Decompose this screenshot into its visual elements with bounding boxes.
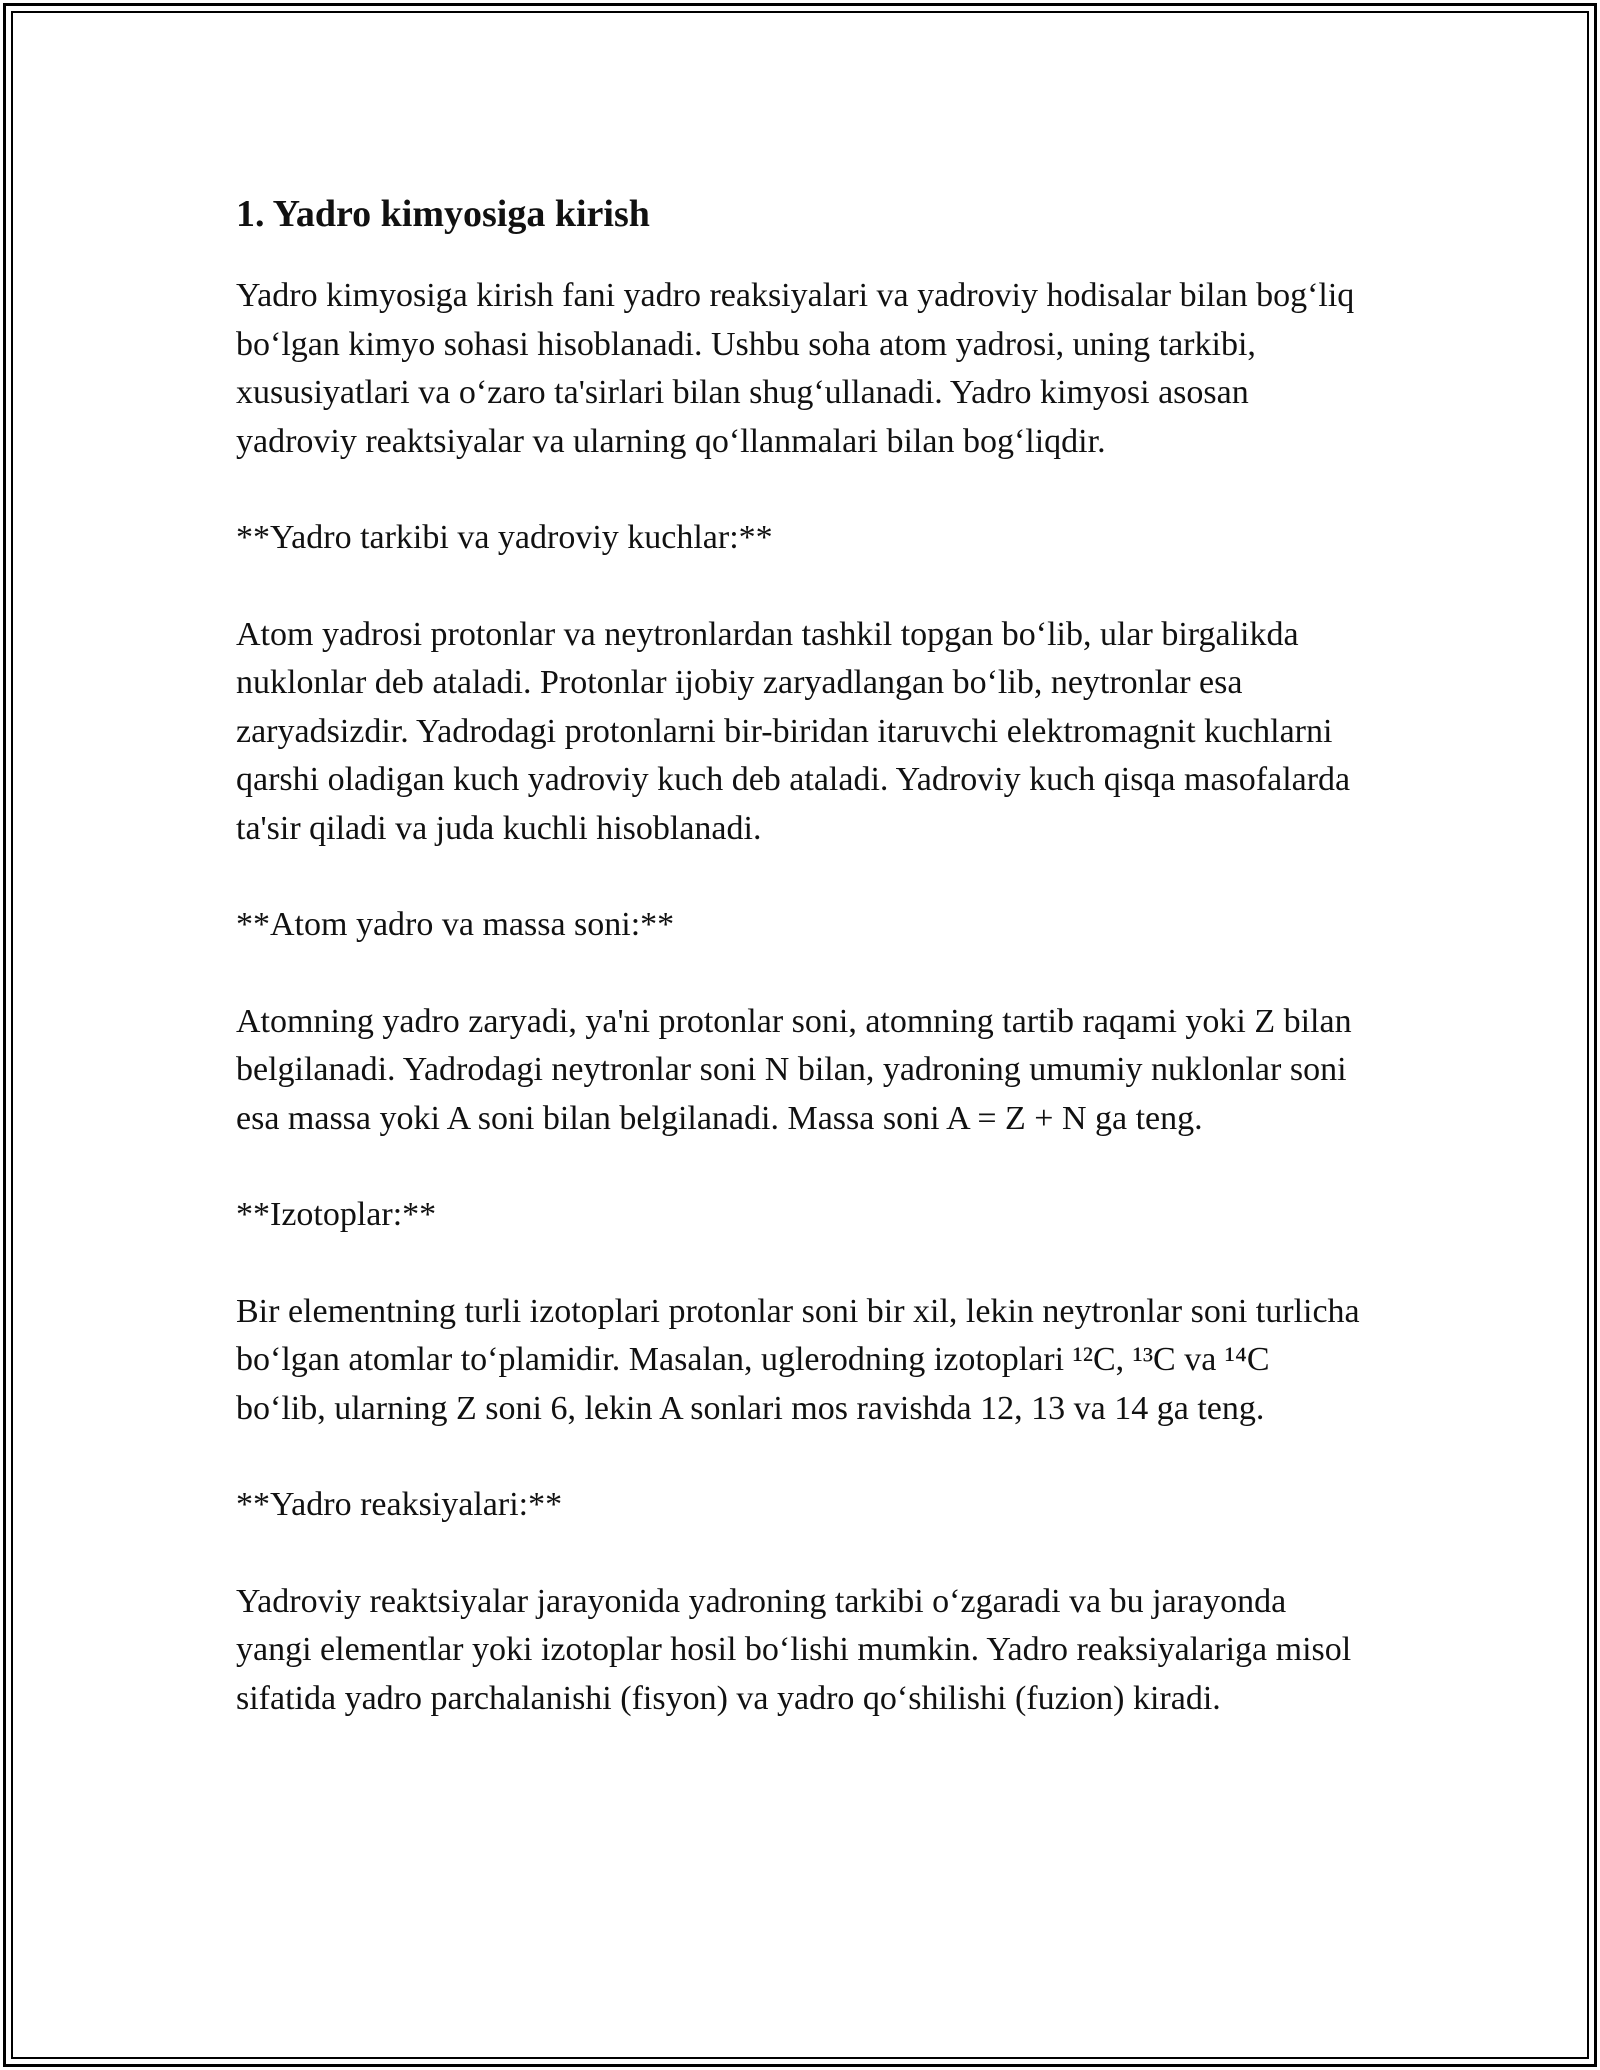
document-body [236, 186, 1366, 1771]
subheading-mass-number: **Atom yadro va massa soni:** [236, 906, 675, 943]
subheading-nucleus-composition: **Yadro tarkibi va yadroviy kuchlar:** [236, 519, 773, 556]
subheading-isotopes: **Izotoplar:** [236, 1196, 437, 1233]
section-title: 1. Yadro kimyosiga kirish [236, 193, 650, 235]
paragraph-mass-number: Atomning yadro zaryadi, ya'ni protonlar soni, atomning tartib raqami yoki Z bilan belgilanadi. Yadrodagi neytronlar soni N bilan, yadroning umumiy nuklonlar soni esa massa yoki A soni bilan belgilanadi. Massa soni A = Z + N ga teng. [236, 1002, 1352, 1137]
subheading-nuclear-reactions: **Yadro reaksiyalari:** [236, 1486, 563, 1523]
paragraph-nucleus-composition: Atom yadrosi protonlar va neytronlardan tashkil topgan bo‘lib, ular birgalikda nuklonlar deb ataladi. Protonlar ijobiy zaryadlangan bo‘lib, neytronlar esa zaryadsizdir. Yadrodagi protonlarni bir-biridan itaruvchi elektromagnit kuchlarni qarshi oladigan kuch yadroviy kuch deb ataladi. Yadroviy kuch qisqa masofalarda ta'sir qiladi va juda kuchli hisoblanadi. [236, 615, 1351, 847]
paragraph-introduction: Yadro kimyosiga kirish fani yadro reaksiyalari va yadroviy hodisalar bilan bog‘liq bo‘lgan kimyo sohasi hisoblanadi. Ushbu soha atom yadrosi, uning tarkibi, xususiyatlari va o‘zaro ta'sirlari bilan shug‘ullanadi. Yadro kimyosi asosan yadroviy reaktsiyalar va ularning qo‘llanmalari bilan bog‘liqdir. [236, 277, 1355, 460]
paragraph-isotopes: Bir elementning turli izotoplari protonlar soni bir xil, lekin neytronlar soni turlicha bo‘lgan atomlar to‘plamidir. Masalan, uglerodning izotoplari ¹²C, ¹³C va ¹⁴C bo‘lib, ularning Z soni 6, lekin A sonlari mos ravishda 12, 13 va 14 ga teng. [236, 1292, 1360, 1427]
paragraph-nuclear-reactions: Yadroviy reaktsiyalar jarayonida yadroning tarkibi o‘zgaradi va bu jarayonda yangi elementlar yoki izotoplar hosil bo‘lishi mumkin. Yadro reaksiyalariga misol sifatida yadro parchalanishi (fisyon) va yadro qo‘shilishi (fuzion) kiradi. [236, 1582, 1352, 1717]
